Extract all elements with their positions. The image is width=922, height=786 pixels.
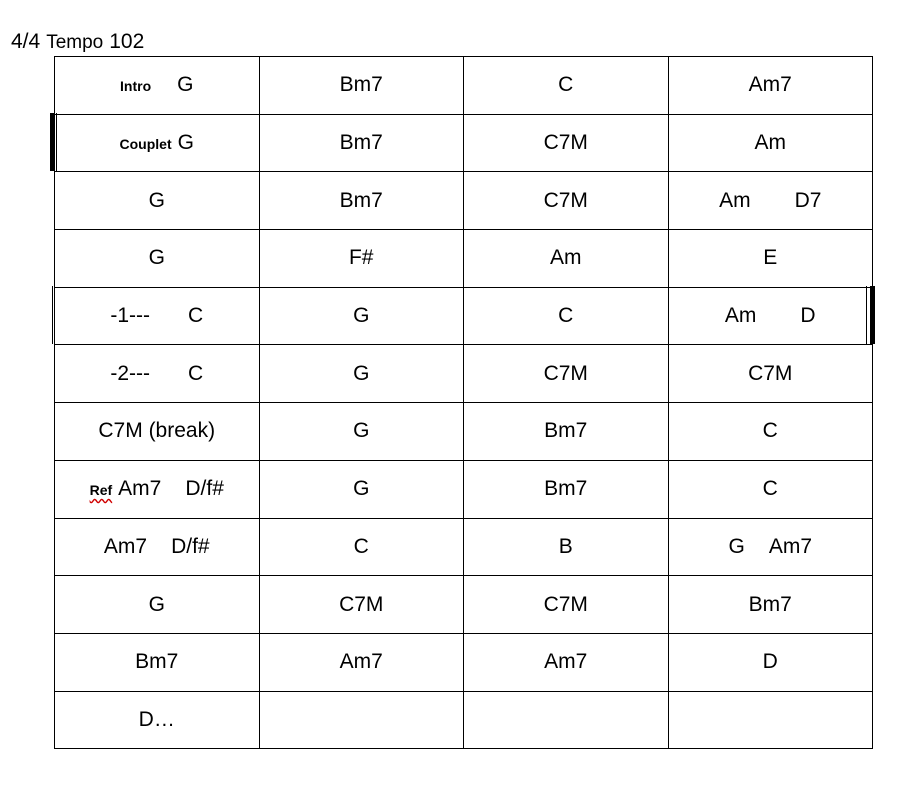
grid-row-intro xyxy=(55,57,873,115)
grid-cell xyxy=(668,287,873,345)
chord: G xyxy=(353,419,370,443)
grid-row xyxy=(55,518,873,576)
grid-row-ending-2 xyxy=(55,345,873,403)
chord: D xyxy=(800,304,816,328)
grid-cell xyxy=(464,230,669,288)
chord: C xyxy=(558,304,574,328)
grid-cell xyxy=(55,403,260,461)
grid-cell xyxy=(464,114,669,172)
chord: F# xyxy=(348,246,374,270)
chord: C7M xyxy=(748,361,793,385)
chord: D/f# xyxy=(185,477,224,501)
grid-cell xyxy=(55,345,260,403)
chord: C xyxy=(762,419,778,443)
chord: Bm7 xyxy=(339,131,383,155)
grid-cell xyxy=(668,114,873,172)
chord: Bm7 xyxy=(339,73,383,97)
grid-row-refrain xyxy=(55,460,873,518)
grid-cell xyxy=(464,518,669,576)
ending-marker-1: -1--- xyxy=(110,304,150,328)
section-label-intro: Intro xyxy=(120,78,152,95)
grid-cell xyxy=(668,518,873,576)
chord: Am xyxy=(724,304,757,328)
grid-cell xyxy=(259,57,464,115)
grid-cell xyxy=(55,576,260,634)
chord: G xyxy=(177,73,194,97)
grid-cell xyxy=(464,633,669,691)
ending-marker-2: -2--- xyxy=(110,361,150,385)
ending-barline xyxy=(52,286,55,344)
grid-row-ending-1 xyxy=(55,287,873,345)
chord: Am7 xyxy=(544,650,588,674)
chord: G xyxy=(177,131,194,155)
chord: D xyxy=(762,650,778,674)
section-label-couplet: Couplet xyxy=(119,136,172,153)
time-signature: 4/4 xyxy=(11,30,41,53)
chord: C7M xyxy=(543,361,588,385)
chord: Am7 xyxy=(103,534,148,558)
chord: Bm7 xyxy=(135,650,179,674)
chord: Bm7 xyxy=(339,188,383,212)
chord: D… xyxy=(138,707,175,731)
chord: C7M xyxy=(543,131,588,155)
grid-row xyxy=(55,691,873,749)
grid-cell xyxy=(259,114,464,172)
grid-cell xyxy=(259,172,464,230)
grid-cell xyxy=(668,230,873,288)
grid-cell xyxy=(668,576,873,634)
thin-barline xyxy=(56,113,57,171)
tempo-value: 102 xyxy=(109,30,145,53)
grid-row xyxy=(55,230,873,288)
thin-barline xyxy=(52,286,53,344)
grid-cell xyxy=(464,345,669,403)
chord: G xyxy=(728,534,745,558)
chord: Am xyxy=(550,246,582,270)
grid-cell xyxy=(259,691,464,749)
section-label-ref: Ref xyxy=(89,482,113,499)
chord: G xyxy=(353,361,370,385)
chord: Bm7 xyxy=(544,419,588,443)
repeat-start-barline xyxy=(50,113,58,171)
grid-cell xyxy=(259,576,464,634)
chord: Bm7 xyxy=(544,477,588,501)
grid-cell xyxy=(464,403,669,461)
grid-row xyxy=(55,172,873,230)
chord: Am xyxy=(719,188,751,212)
chord: C xyxy=(558,73,574,97)
chord: G xyxy=(148,592,165,616)
grid-cell xyxy=(55,691,260,749)
grid-cell xyxy=(55,57,260,115)
grid-cell xyxy=(259,230,464,288)
chord: C xyxy=(353,534,369,558)
grid-cell xyxy=(668,691,873,749)
chord: B xyxy=(558,534,573,558)
chord: C xyxy=(762,477,778,501)
chord: Am7 xyxy=(748,73,792,97)
chord: Am7 xyxy=(768,534,813,558)
chord: C7M xyxy=(339,592,384,616)
thick-barline xyxy=(870,286,875,344)
chord: C7M (break) xyxy=(98,419,216,443)
grid-cell xyxy=(55,114,260,172)
grid-row-couplet xyxy=(55,114,873,172)
repeat-end-barline xyxy=(866,286,876,344)
chord: Am xyxy=(754,131,786,155)
chord: G xyxy=(353,304,370,328)
grid-cell xyxy=(668,345,873,403)
chord: D/f# xyxy=(171,534,210,558)
chord: D7 xyxy=(794,188,822,212)
tempo-label: Tempo xyxy=(46,32,104,53)
grid-row xyxy=(55,576,873,634)
grid-cell xyxy=(259,518,464,576)
grid-cell xyxy=(464,287,669,345)
chord: G xyxy=(353,477,370,501)
chord: E xyxy=(763,246,778,270)
chord-grid xyxy=(54,56,873,749)
grid-cell xyxy=(668,403,873,461)
chord: C xyxy=(187,361,204,385)
chord: G xyxy=(148,188,165,212)
grid-row xyxy=(55,633,873,691)
grid-cell xyxy=(55,230,260,288)
grid-cell xyxy=(668,57,873,115)
grid-cell xyxy=(464,172,669,230)
grid-cell xyxy=(259,633,464,691)
grid-cell xyxy=(668,633,873,691)
grid-cell xyxy=(668,172,873,230)
grid-cell xyxy=(259,460,464,518)
grid-cell xyxy=(55,460,260,518)
grid-cell xyxy=(259,287,464,345)
chord: C xyxy=(187,304,204,328)
grid-cell xyxy=(464,460,669,518)
chord: Bm7 xyxy=(748,592,792,616)
chord: Am7 xyxy=(339,650,383,674)
grid-cell xyxy=(259,403,464,461)
grid-cell xyxy=(464,576,669,634)
grid-cell xyxy=(464,691,669,749)
chord: Am7 xyxy=(118,477,162,501)
grid-cell xyxy=(55,633,260,691)
grid-cell xyxy=(259,345,464,403)
grid-cell xyxy=(55,172,260,230)
chord: C7M xyxy=(543,188,588,212)
thick-barline xyxy=(50,113,54,171)
grid-cell xyxy=(668,460,873,518)
grid-cell xyxy=(55,518,260,576)
grid-cell xyxy=(55,287,260,345)
chord: G xyxy=(148,246,165,270)
grid-row xyxy=(55,403,873,461)
chord: C7M xyxy=(543,592,588,616)
chart-header xyxy=(11,29,144,55)
thin-barline xyxy=(866,286,867,344)
grid-cell xyxy=(464,57,669,115)
